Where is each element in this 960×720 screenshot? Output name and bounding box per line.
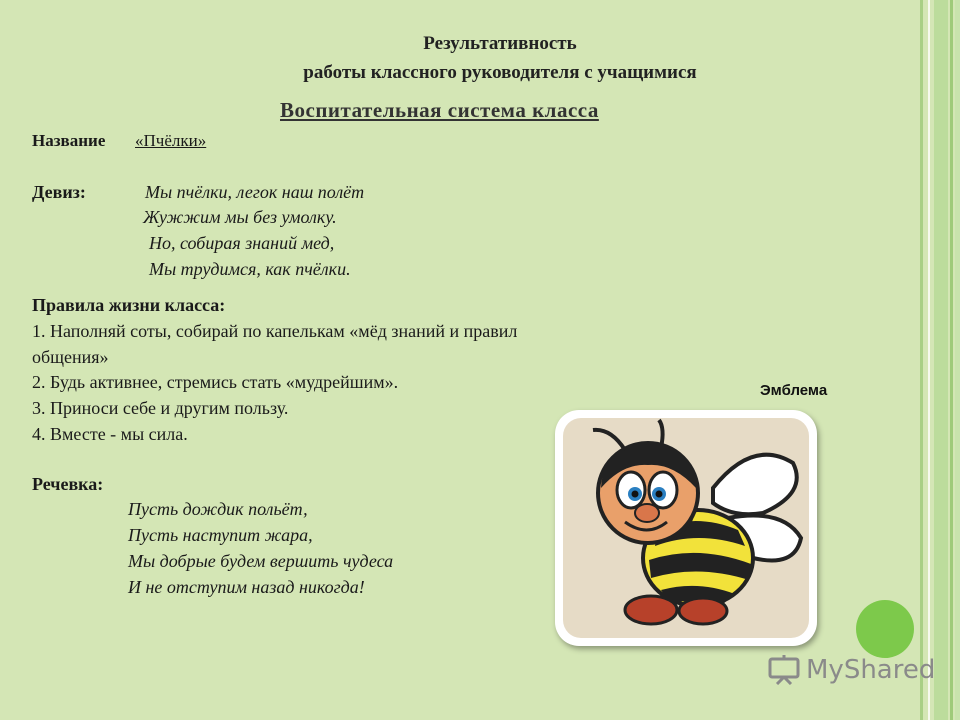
rules-line: общения» bbox=[32, 347, 109, 367]
watermark bbox=[768, 655, 935, 685]
motto-label: Девиз: bbox=[32, 182, 86, 202]
stripe bbox=[928, 0, 930, 720]
motto-line: Мы пчёлки, легок наш полёт bbox=[145, 182, 365, 202]
rules-line: 2. Будь активнее, стремись стать «мудрейшим». bbox=[32, 372, 399, 392]
name-label: Название bbox=[32, 131, 106, 150]
chant-label: Речевка: bbox=[32, 474, 104, 494]
page-title-line2: работы классного руководителя с учащимися bbox=[303, 62, 697, 83]
decorative-circle bbox=[856, 600, 914, 658]
chant-line: Мы добрые будем вершить чудеса bbox=[128, 551, 394, 571]
chant-line: Пусть наступит жара, bbox=[128, 525, 313, 545]
rules-line: 1. Наполняй соты, собирай по капелькам «мёд знаний и правил bbox=[32, 321, 518, 341]
emblem-image bbox=[563, 418, 809, 638]
motto-line: Но, собирая знаний мед, bbox=[149, 233, 335, 253]
rules-title: Правила жизни класса: bbox=[32, 295, 226, 315]
stripe bbox=[955, 0, 960, 720]
stripe bbox=[934, 0, 948, 720]
page-title-line1: Результативность bbox=[423, 33, 577, 54]
emblem-label: Эмблема bbox=[760, 382, 828, 399]
motto-line: Жужжим мы без умолку. bbox=[143, 207, 337, 227]
decorative-stripes bbox=[920, 0, 960, 720]
rules-line: 3. Приноси себе и другим пользу. bbox=[32, 398, 289, 418]
slides-logo-icon bbox=[768, 655, 800, 685]
watermark-text: MyShared bbox=[806, 655, 936, 685]
motto-line: Мы трудимся, как пчёлки. bbox=[149, 259, 351, 279]
rules-line: 4. Вместе - мы сила. bbox=[32, 424, 188, 444]
page-subtitle: Воспитательная система класса bbox=[280, 98, 599, 122]
stripe bbox=[950, 0, 953, 720]
stripe bbox=[920, 0, 923, 720]
chant-line: И не отступим назад никогда! bbox=[128, 577, 365, 597]
chant-line: Пусть дождик польёт, bbox=[128, 499, 308, 519]
emblem-frame bbox=[555, 410, 817, 646]
name-value: «Пчёлки» bbox=[135, 131, 207, 150]
bee-illustration bbox=[563, 418, 809, 638]
